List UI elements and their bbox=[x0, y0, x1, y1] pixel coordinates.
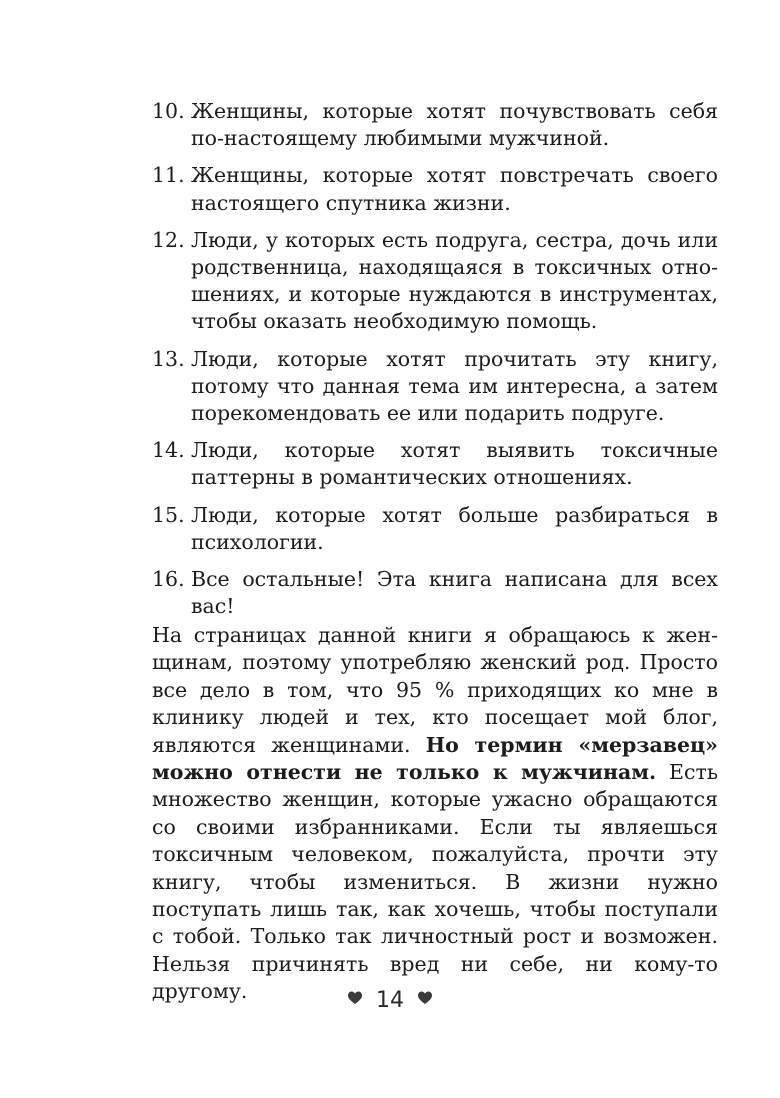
list-item-number: 12. bbox=[152, 227, 185, 252]
list-item-text: Люди, которые хотят прочитать эту книгу, потому что данная тема им интересна, а затем порекомендовать ее или подарить подруге. bbox=[191, 346, 718, 426]
list-item bbox=[152, 502, 718, 556]
list-item-text: Люди, которые хотят выявить токсичные паттерны в романтических отношениях. bbox=[191, 438, 718, 490]
heart-icon bbox=[418, 991, 432, 1005]
list-item-number: 11. bbox=[152, 163, 185, 188]
list-item-number: 15. bbox=[152, 502, 185, 527]
list-item bbox=[152, 227, 718, 336]
paragraph-bold-statement: Но термин «мерзавец» можно отнести не только к мужчинам. bbox=[152, 732, 718, 785]
list-item-text: Люди, у которых есть подруга, сестра, дочь или родственница, находящаяся в токсичных отношениях, и которые нуждаются в инструментах, чтобы оказать необходимую помощь. bbox=[191, 227, 718, 334]
list-item-text: Женщины, которые хотят почувствовать себя по-настоящему любимыми мужчиной. bbox=[191, 99, 718, 151]
list-item bbox=[152, 566, 718, 620]
audience-list bbox=[152, 98, 718, 630]
list-item-text: Люди, которые хотят больше разбираться в психологии. bbox=[191, 502, 718, 554]
list-item-text: Женщины, которые хотят повстречать своего настоящего спутника жизни. bbox=[191, 163, 718, 215]
list-item-text: Все остальные! Эта книга написана для всех вас! bbox=[191, 567, 718, 619]
body-paragraph bbox=[152, 622, 718, 1006]
list-item bbox=[152, 162, 718, 216]
page-footer bbox=[0, 986, 780, 1016]
paragraph-text-start: На страницах данной книги я обращаюсь к женщинам, поэтому употребляю женский род. Просто все дело в том, что 95 % приходящих ко мне в клинику людей и тех, кто посещает мой блог, являются женщинами. bbox=[152, 623, 718, 757]
list-item-number: 14. bbox=[152, 438, 185, 463]
paragraph-text-end: Есть множество женщин, которые ужасно обращаются со своими избранниками. Если ты являешься токсичным человеком, пожалуйста, прочти эту книгу, чтобы измениться. В жизни нужно поступать лишь так, как хочешь, чтобы поступали с тобой. Только так личностный рост и возможен. Нельзя причинять вред ни себе, ни кому-то другому. bbox=[152, 760, 718, 1004]
list-item-number: 16. bbox=[152, 567, 185, 592]
list-item-number: 13. bbox=[152, 346, 185, 371]
page-number: 14 bbox=[376, 988, 404, 1013]
list-item bbox=[152, 346, 718, 428]
list-item-number: 10. bbox=[152, 99, 185, 123]
heart-icon bbox=[348, 991, 362, 1005]
list-item bbox=[152, 98, 718, 152]
list-item bbox=[152, 437, 718, 491]
